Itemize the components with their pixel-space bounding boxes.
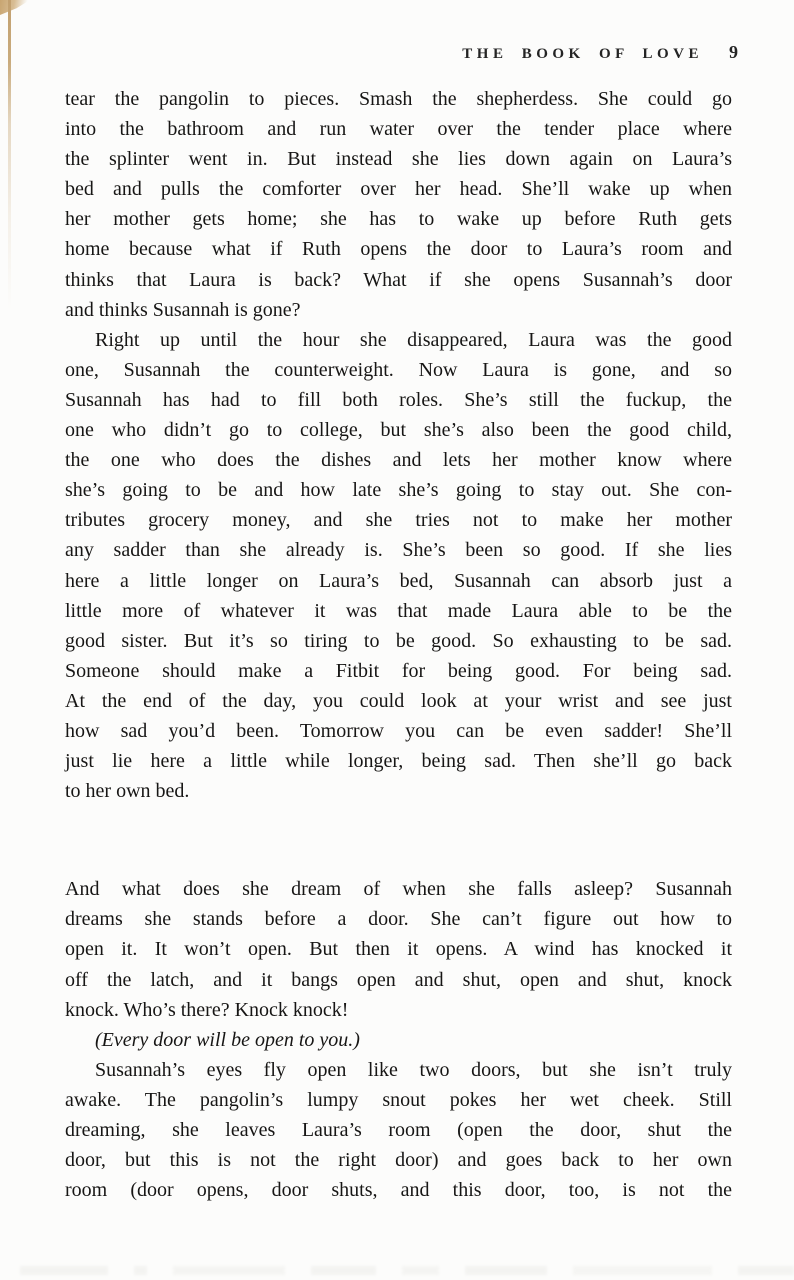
page-number: 9	[729, 42, 738, 62]
text-line: room (door opens, door shuts, and this door, too, is not the	[65, 1179, 732, 1202]
text-line: to her own bed.	[65, 780, 190, 803]
show-through-ghost-artifact	[0, 1264, 794, 1277]
body-paragraph	[65, 1055, 732, 1205]
text-line: the one who does the dishes and lets her mother know where	[65, 449, 732, 472]
text-line: awake. The pangolin’s lumpy snout pokes her wet cheek. Still	[65, 1088, 732, 1111]
text-line: Right up until the hour she disappeared, Laura was the good	[95, 328, 732, 351]
body-paragraph	[65, 1025, 732, 1055]
body-paragraph	[65, 874, 732, 1024]
text-line: home because what if Ruth opens the door to Laura’s room and	[65, 238, 732, 261]
text-line: and thinks Susannah is gone?	[65, 298, 301, 321]
text-line: here a little longer on Laura’s bed, Susannah can absorb just a	[65, 569, 732, 592]
text-line: little more of whatever it was that made Laura able to be the	[65, 599, 732, 622]
text-line: her mother gets home; she has to wake up before Ruth gets	[65, 208, 732, 231]
text-line: tributes grocery money, and she tries not to make her mother	[65, 509, 732, 532]
text-line: Susannah has had to fill both roles. She’s still the fuckup, the	[65, 388, 732, 411]
ribbon-edge-artifact	[8, 0, 11, 310]
text-line: (Every door will be open to you.)	[95, 1028, 360, 1051]
text-line: off the latch, and it bangs open and shut, open and shut, knock	[65, 968, 732, 991]
text-line: Susannah’s eyes fly open like two doors, but she isn’t truly	[95, 1058, 732, 1081]
text-line: knock. Who’s there? Knock knock!	[65, 998, 349, 1021]
text-line: good sister. But it’s so tiring to be good. So exhausting to be sad.	[65, 629, 732, 652]
text-line: any sadder than she already is. She’s been so good. If she lies	[65, 539, 732, 562]
text-line: door, but this is not the right door) and goes back to her own	[65, 1149, 732, 1172]
text-line: how sad you’d been. Tomorrow you can be even sadder! She’ll	[65, 719, 732, 742]
text-line: tear the pangolin to pieces. Smash the shepherdess. She could go	[65, 88, 732, 110]
page-body	[65, 84, 732, 1205]
text-line: the splinter went in. But instead she lies down again on Laura’s	[65, 148, 732, 171]
text-line: At the end of the day, you could look at your wrist and see just	[65, 689, 732, 712]
text-line: thinks that Laura is back? What if she opens Susannah’s door	[65, 268, 732, 291]
text-line: into the bathroom and run water over the tender place where	[65, 118, 732, 141]
text-line: open it. It won’t open. But then it opens. A wind has knocked it	[65, 938, 732, 961]
text-line: one who didn’t go to college, but she’s also been the good child,	[65, 419, 732, 442]
running-header	[64, 42, 738, 63]
page-curl-artifact	[0, 0, 30, 15]
body-paragraph	[65, 84, 732, 325]
text-line: one, Susannah the counterweight. Now Laura is gone, and so	[65, 358, 732, 381]
body-paragraph	[65, 325, 732, 807]
text-line: just lie here a little while longer, being sad. Then she’ll go back	[65, 750, 732, 773]
text-line: dreams she stands before a door. She can’t figure out how to	[65, 908, 732, 931]
text-line: dreaming, she leaves Laura’s room (open the door, shut the	[65, 1119, 732, 1141]
text-line: bed and pulls the comforter over her head. She’ll wake up when	[65, 178, 732, 201]
text-line: And what does she dream of when she falls asleep? Susannah	[65, 878, 732, 901]
running-title: THE BOOK OF LOVE	[462, 46, 703, 62]
text-line: she’s going to be and how late she’s going to stay out. She con-	[65, 479, 732, 502]
text-line: Someone should make a Fitbit for being good. For being sad.	[65, 659, 732, 682]
